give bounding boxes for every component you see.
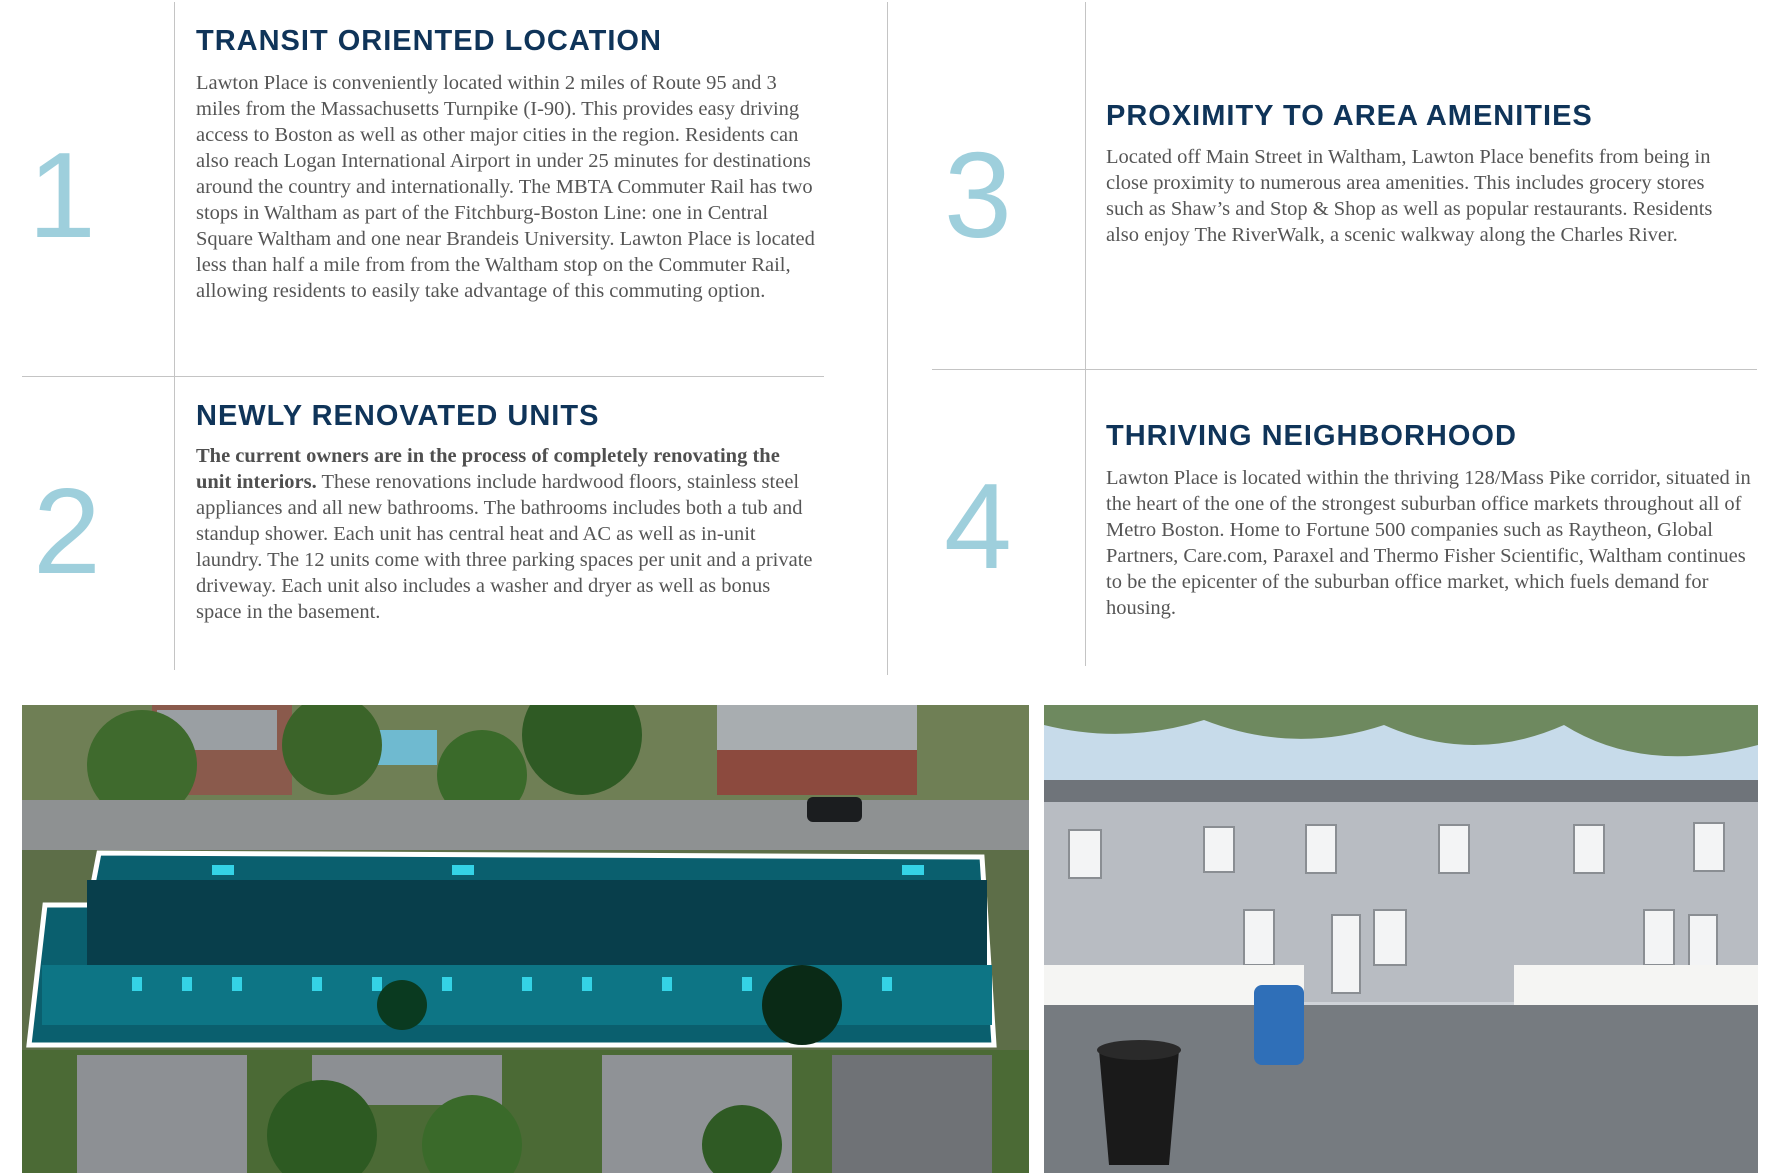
divider-horizontal-left [22,376,824,377]
section-body-transit: Lawton Place is conveniently located within 2 miles of Route 95 and 3 miles from the Massachusetts Turnpike (I-90). This provides easy driving access to Boston as well as other major cities in the region. Residents can also reach Logan International Airport in under 25 minutes for destinations around the country and internationally. The MBTA Commuter Rail has two stops in Waltham as part of the Fitchburg-Boston Line: one in Central Square Waltham and one near Brandeis University. Lawton Place is located less than half a mile from from the Waltham stop on the Commuter Rail, allowing residents to easily take advantage of this commuting option. [196,72,815,302]
divider-vertical-right [1085,2,1086,666]
divider-vertical-center [887,2,888,675]
section-body-renovated-bold: The current owners are in the process of completely renovating the unit interiors. [196,445,780,493]
divider-horizontal-right [932,369,1757,370]
section-number-3: 3 [944,127,1012,263]
aerial-photo [22,705,1029,1173]
section-body-neighborhood: Lawton Place is located within the thriving 128/Mass Pike corridor, situated in the heart of the one of the strongest suburban office markets throughout all of Metro Boston. Home to Fortune 500 companies such as Raytheon, Global Partners, Care.com, Paraxel and Thermo Fisher Scientific, Waltham continues to be the epicenter of the suburban office market, which fuels demand for housing. [1106,467,1751,619]
section-body-renovated [196,443,818,625]
section-title-neighborhood: THRIVING NEIGHBORHOOD [1106,420,1517,452]
section-number-2: 2 [33,463,101,599]
section-title-renovated: NEWLY RENOVATED UNITS [196,400,600,432]
backyard-photo [1044,705,1758,1173]
section-number-1: 1 [28,127,96,263]
section-title-transit: TRANSIT ORIENTED LOCATION [196,25,662,57]
section-number-4: 4 [944,458,1012,594]
section-body-amenities: Located off Main Street in Waltham, Lawton Place benefits from being in close proximity to numerous area amenities. This includes grocery stores such as Shaw’s and Stop & Shop as well as popular restaurants. Residents also enjoy The RiverWalk, a scenic walkway along the Charles River. [1106,146,1713,246]
backyard-photo-image [1044,705,1758,1173]
aerial-photo-image [22,705,1029,1173]
section-body-renovated-text: These renovations include hardwood floors, stainless steel appliances and all new bathrooms. The bathrooms includes both a tub and standup shower. Each unit has central heat and AC as well as in-unit laundry. The 12 units come with three parking spaces per unit and a private driveway. Each unit also includes a washer and dryer as well as bonus space in the basement. [196,471,813,623]
divider-vertical-left [174,2,175,670]
section-title-amenities: PROXIMITY TO AREA AMENITIES [1106,100,1593,132]
